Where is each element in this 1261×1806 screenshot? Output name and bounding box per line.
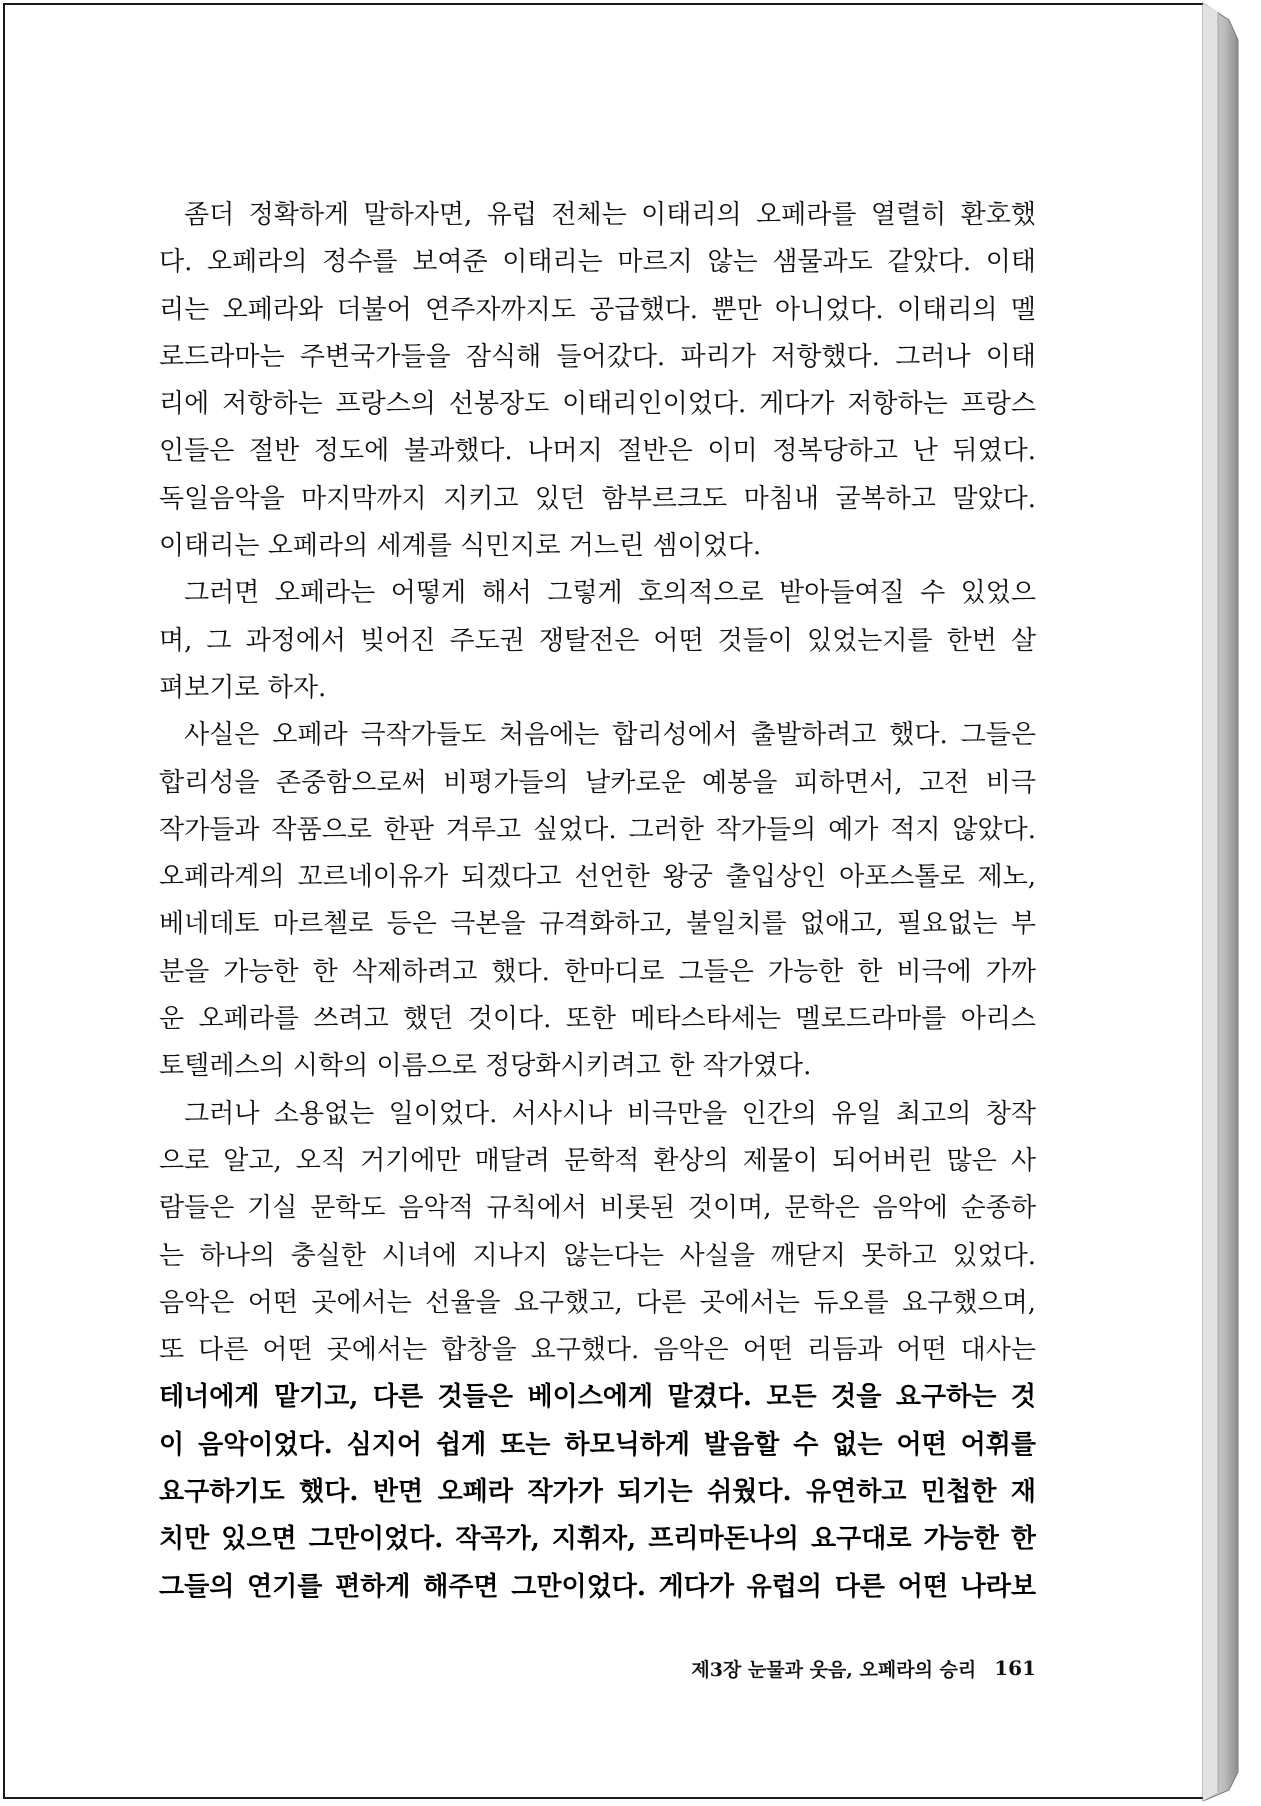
text-line: 로드라마는 주변국가들을 잠식해 들어갔다. 파리가 저항했다. 그러나 이태 <box>159 341 1036 372</box>
text-line: 다. 오페라의 정수를 보여준 이태리는 마르지 않는 샘물과도 같았다. 이태 <box>159 247 1036 278</box>
text-line: 사실은 오페라 극작가들도 처음에는 합리성에서 출발하려고 했다. 그들은 <box>184 720 1036 751</box>
paragraph <box>159 192 1036 570</box>
text-line: 좀더 정확하게 말하자면, 유럽 전체는 이태리의 오페라를 열렬히 환호했 <box>184 200 1036 230</box>
text-line: 이 음악이었다. 심지어 쉽게 또는 하모닉하게 발음할 수 없는 어떤 어휘를 <box>159 1429 1036 1460</box>
text-line: 인들은 절반 정도에 불과했다. 나머지 절반은 이미 정복당하고 난 뒤였다. <box>159 436 1036 467</box>
text-line: 베네데토 마르첼로 등은 극본을 규격화하고, 불일치를 없애고, 필요없는 부 <box>159 909 1036 940</box>
text-line: 펴보기로 하자. <box>159 672 327 703</box>
paragraph <box>159 712 1036 1090</box>
text-line: 리에 저항하는 프랑스의 선봉장도 이태리인이었다. 게다가 저항하는 프랑스 <box>159 389 1036 420</box>
text-line: 독일음악을 마지막까지 지키고 있던 함부르크도 마침내 굴복하고 말았다. <box>159 483 1036 514</box>
text-line: 그러면 오페라는 어떻게 해서 그렇게 호의적으로 받아들여질 수 있었으 <box>184 578 1036 609</box>
text-line: 그들의 연기를 편하게 해주면 그만이었다. 게다가 유럽의 다른 어떤 나라보 <box>159 1571 1036 1602</box>
text-line: 람들은 기실 문학도 음악적 규칙에서 비롯된 것이며, 문학은 음악에 순종하 <box>159 1193 1036 1224</box>
text-line: 분을 가능한 한 삭제하려고 했다. 한마디로 그들은 가능한 한 비극에 가까 <box>159 956 1036 987</box>
text-line: 그러나 소용없는 일이었다. 서사시나 비극만을 인간의 유일 최고의 창작 <box>184 1098 1036 1129</box>
paragraph <box>159 1091 1036 1611</box>
text-line: 며, 그 과정에서 빚어진 주도권 쟁탈전은 어떤 것들이 있었는지를 한번 살 <box>159 625 1036 656</box>
text-line: 테너에게 맡기고, 다른 것들은 베이스에게 맡겼다. 모든 것을 요구하는 것 <box>159 1382 1036 1413</box>
text-line: 으로 알고, 오직 거기에만 매달려 문학적 환상의 제물이 되어버린 많은 사 <box>159 1145 1036 1176</box>
body-text <box>159 192 1036 1611</box>
text-line: 치만 있으면 그만이었다. 작곡가, 지휘자, 프리마돈나의 요구대로 가능한 한 <box>159 1524 1036 1555</box>
text-line: 오페라계의 꼬르네이유가 되겠다고 선언한 왕궁 출입상인 아포스톨로 제노, <box>159 862 1036 893</box>
text-line: 는 하나의 충실한 시녀에 지나지 않는다는 사실을 깨닫지 못하고 있었다. <box>159 1240 1036 1271</box>
paragraph <box>159 570 1036 712</box>
text-line: 작가들과 작품으로 한판 겨루고 싶었다. 그러한 작가들의 예가 적지 않았다. <box>159 814 1036 845</box>
text-line: 운 오페라를 쓰려고 했던 것이다. 또한 메타스타세는 멜로드라마를 아리스 <box>159 1004 1036 1035</box>
page-number: 161 <box>994 1656 1036 1680</box>
text-line: 이태리는 오페라의 세계를 식민지로 거느린 셈이었다. <box>159 531 762 562</box>
running-head: 제3장 눈물과 웃음, 오페라의 승리 <box>691 1658 977 1681</box>
text-line: 또 다른 어떤 곳에서는 합창을 요구했다. 음악은 어떤 리듬과 어떤 대사는 <box>159 1335 1036 1366</box>
page-edge <box>1196 0 1261 1806</box>
text-line: 요구하기도 했다. 반면 오페라 작가가 되기는 쉬웠다. 유연하고 민첩한 재 <box>159 1477 1036 1508</box>
text-line: 음악은 어떤 곳에서는 선율을 요구했고, 다른 곳에서는 듀오를 요구했으며, <box>159 1287 1036 1318</box>
text-line: 토텔레스의 시학의 이름으로 정당화시키려고 한 작가였다. <box>159 1051 812 1082</box>
text-line: 리는 오페라와 더불어 연주자까지도 공급했다. 뿐만 아니었다. 이태리의 멜 <box>159 294 1036 325</box>
page-footer <box>159 1652 1036 1684</box>
text-line: 합리성을 존중함으로써 비평가들의 날카로운 예봉을 피하면서, 고전 비극 <box>159 767 1036 798</box>
